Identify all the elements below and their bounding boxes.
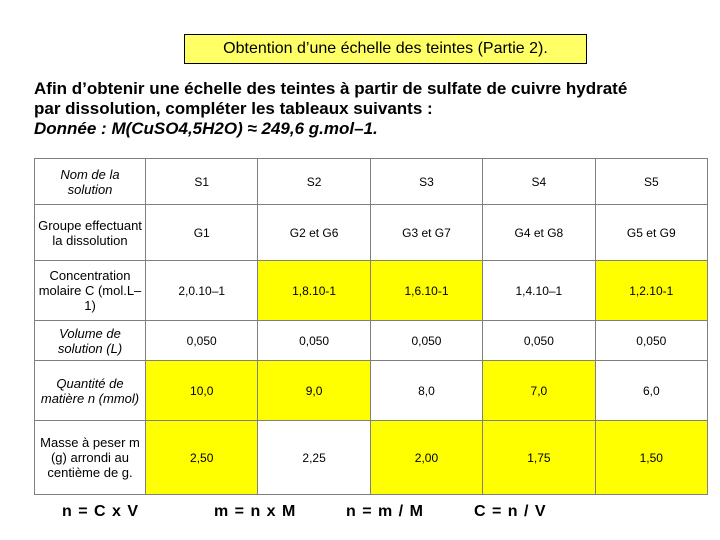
table-cell: G2 et G6: [258, 205, 370, 261]
row-label: Nom de la solution: [35, 159, 146, 205]
table-cell: 0,050: [258, 321, 370, 361]
formula: n = m / M: [346, 503, 424, 520]
page-title: [184, 34, 587, 64]
table-cell-answer: 2,00: [370, 421, 482, 495]
table-cell: 2,25: [258, 421, 370, 495]
table-cell: S2: [258, 159, 370, 205]
table-cell: 0,050: [370, 321, 482, 361]
table-cell-answer: 10,0: [146, 361, 258, 421]
solutions-table: [34, 158, 708, 495]
table-cell: S5: [595, 159, 707, 205]
table-cell: 0,050: [483, 321, 595, 361]
table-cell-answer: 9,0: [258, 361, 370, 421]
table-cell: 0,050: [595, 321, 707, 361]
table-cell: 0,050: [146, 321, 258, 361]
table-cell: S1: [146, 159, 258, 205]
formula: n = C x V: [62, 503, 140, 520]
row-label: Quantité de matière n (mmol): [35, 361, 146, 421]
table-cell-answer: 1,75: [483, 421, 595, 495]
row-label: Groupe effectuant la dissolution: [35, 205, 146, 261]
row-label: Concentration molaire C (mol.L–1): [35, 261, 146, 321]
table-cell-answer: 2,50: [146, 421, 258, 495]
given-molar-mass: Donnée : M(CuSO4,5H2O) ≈ 249,6 g.mol–1.: [34, 119, 378, 138]
table-cell-answer: 7,0: [483, 361, 595, 421]
table-cell: 2,0.10–1: [146, 261, 258, 321]
instructions-line-2: par dissolution, compléter les tableaux suivants :: [34, 99, 433, 118]
table-cell-answer: 1,8.10-1: [258, 261, 370, 321]
table-cell-answer: 1,50: [595, 421, 707, 495]
table-row-solution-name: [35, 159, 708, 205]
table-row-quantity: [35, 361, 708, 421]
table-row-volume: [35, 321, 708, 361]
row-label: Masse à peser m (g) arrondi au centième de g.: [35, 421, 146, 495]
table-row-group: [35, 205, 708, 261]
table-cell: G4 et G8: [483, 205, 595, 261]
table-cell: 1,4.10–1: [483, 261, 595, 321]
table-cell: 8,0: [370, 361, 482, 421]
table-row-mass: [35, 421, 708, 495]
page-title-text: Obtention d’une échelle des teintes (Partie 2).: [223, 40, 548, 57]
table-cell: G1: [146, 205, 258, 261]
table-cell: G3 et G7: [370, 205, 482, 261]
table-cell: 6,0: [595, 361, 707, 421]
table-cell: S3: [370, 159, 482, 205]
table-row-concentration: [35, 261, 708, 321]
instructions-line-1: Afin d’obtenir une échelle des teintes à partir de sulfate de cuivre hydraté: [34, 79, 628, 98]
formula-list: [0, 503, 720, 527]
row-label: Volume de solution (L): [35, 321, 146, 361]
table-cell-answer: 1,2.10-1: [595, 261, 707, 321]
instructions: [34, 79, 714, 139]
formula: m = n x M: [214, 503, 297, 520]
table-cell: S4: [483, 159, 595, 205]
table-cell: G5 et G9: [595, 205, 707, 261]
table-cell-answer: 1,6.10-1: [370, 261, 482, 321]
formula: C = n / V: [474, 503, 547, 520]
